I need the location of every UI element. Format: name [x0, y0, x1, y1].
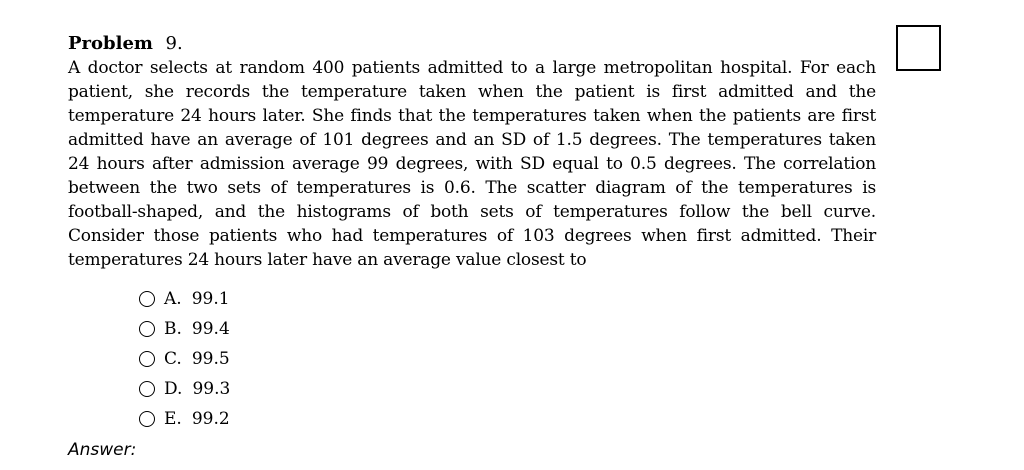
option-value: 99.4 — [191, 319, 230, 339]
problem-number: 9. — [165, 33, 183, 54]
radio-button-a[interactable] — [139, 291, 155, 307]
problem-text: A doctor selects at random 400 patients admitted to a large metropolitan hospital. For each patient, she records the temperature taken when the patient is first admitted and the temperature 24 hours later. She finds that the temperatures taken when the patients are first admitted have an average of 101 degrees and an SD of 1.5 degrees. The temperatures taken 24 hours after admission average 99 degrees, with SD equal to 0.5 degrees. The correlation between the two sets of temperatures is 0.6. The scatter diagram of the temperatures is football-shaped, and the histograms of both sets of temperatures follow the bell curve. Consider those patients who had temperatures of 103 degrees when first admitted. Their temperatures 24 hours later have an average value closest to — [68, 58, 876, 270]
option-a[interactable] — [139, 284, 230, 314]
option-letter: C. — [164, 349, 182, 369]
radio-button-c[interactable] — [139, 351, 155, 367]
answer-label: Answer: — [68, 440, 137, 460]
option-letter: D. — [164, 379, 183, 399]
options-list — [139, 284, 230, 434]
answer-box[interactable] — [896, 25, 941, 71]
radio-button-e[interactable] — [139, 411, 155, 427]
option-d[interactable] — [139, 374, 230, 404]
option-value: 99.5 — [191, 349, 230, 369]
option-c[interactable] — [139, 344, 230, 374]
option-value: 99.3 — [192, 379, 231, 399]
option-letter: B. — [164, 319, 182, 339]
option-value: 99.1 — [191, 289, 230, 309]
problem-title — [68, 32, 876, 56]
option-b[interactable] — [139, 314, 230, 344]
option-letter: A. — [164, 289, 182, 309]
option-letter: E. — [164, 409, 182, 429]
problem-title-label: Problem — [68, 33, 153, 54]
radio-button-b[interactable] — [139, 321, 155, 337]
option-value: 99.2 — [191, 409, 230, 429]
radio-button-d[interactable] — [139, 381, 155, 397]
problem-block — [68, 32, 876, 272]
option-e[interactable] — [139, 404, 230, 434]
